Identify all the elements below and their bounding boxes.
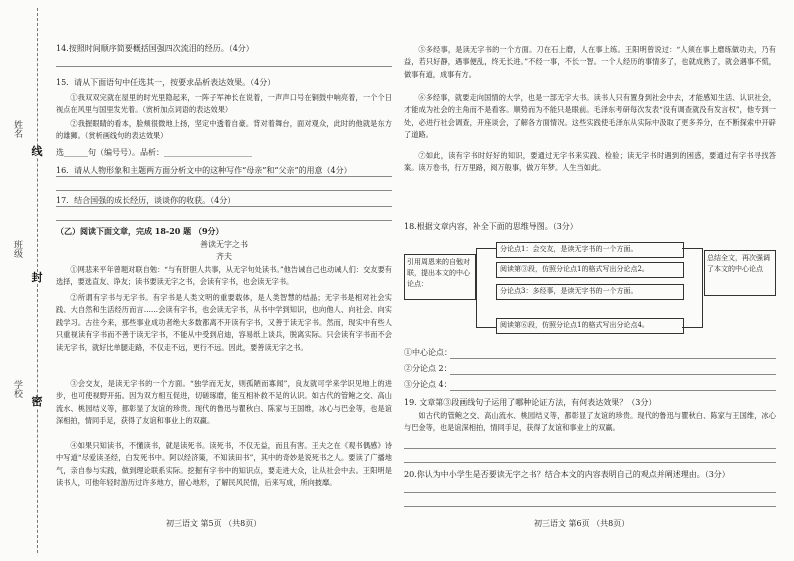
question-14: 14.按照时间顺序简要概括国强四次流泪的经历。（4分） bbox=[56, 44, 254, 53]
answer-central-point: ①中心论点： bbox=[404, 348, 452, 357]
article-paragraph-7: ⑦如此，读有字书时好好的知识，要通过无字书来实践、检验；读无字书时遇到的困惑，要通过有字书寻找答案。读万卷书，行万里路，阅万般事，做万年梦。人生当如此。 bbox=[404, 151, 776, 173]
answer-line bbox=[56, 190, 392, 191]
article-paragraph-3: ③会交友，是读无字书的一个方面。“独学而无友，则孤陋而寡闻”，良友就可学来学识见地上的进步，也可使视野开拓。因为双方相互促进，切磋琢磨，能互相补救不足的认识。如古代的管鲍之交、高山流水、桃园结义等，都彰显了友谊的珍贵。现代的鲁迅与瞿秋白、陈家与王国维，冰心与巴金等，也是谊深相拍，情同手足，获得了友谊和事业上的双赢。 bbox=[56, 379, 392, 426]
mindmap-central-box: 引用周恩来的自勉对联，提出本文的中心论点： bbox=[404, 254, 476, 300]
binding-mark: 密 bbox=[31, 395, 43, 408]
article-paragraph-5: ⑤多经事，是读无字书的一个方面。刀在石上磨，人在事上练。王阳明曾说过：“人须在事上磨练做功夫，乃有益，若只好静，遇事便乱，终无长进。”不经一事，不长一智。一个人经历的事情多了，也就成熟了，就会遇事不慌，做事有道，成事有方。 bbox=[404, 45, 776, 79]
question-15-option-2: ②我握眼睛的看本，脸颊很微地上扬，坚定中透着自豪。背对着舞台，面对观众，此时的他就是东方的雄狮。（赏析画线句的表达效果） bbox=[56, 119, 392, 141]
question-17: 17．结合国强的成长经历，谈谈你的收获。（4分） bbox=[56, 196, 236, 205]
question-20: 20.你认为中小学生是否要读无字之书？结合本文的内容表明自己的观点并阐述理由。（3分） bbox=[404, 470, 730, 479]
binding-mark: 封 bbox=[31, 271, 43, 284]
article-title: 善读无字之书 bbox=[200, 240, 248, 249]
article-paragraph-6: ⑥多经事，就要走向国情的大学，也是一部无字大书。读书人只有置身到社会中去，才能感知生活、认识社会，才能成为社会的主角而不是看客。顺势而为不能只是眼前。毛泽东考研每次发表“没有调查就没有发言权”，他专到一处，必进行社会调查，开座谈会，了解各方面情况。这些实践使毛泽东从实际中汲取了更多养分，在不断探索中开辟了道路。 bbox=[404, 93, 776, 140]
right-page bbox=[404, 0, 779, 561]
mindmap-right-bracket bbox=[682, 248, 703, 328]
mindmap-conclusion-box: 总结全文，再次强调了本文的中心论点 bbox=[704, 250, 776, 296]
answer-line bbox=[404, 462, 776, 463]
question-18: 18.根据文章内容，补全下面的思维导图。（3分） bbox=[404, 222, 578, 231]
answer-line bbox=[56, 206, 392, 207]
answer-point-2: ②分论点 2： bbox=[404, 364, 452, 373]
mindmap-left-bracket bbox=[476, 248, 497, 328]
question-16: 16．请从人物形象和主题两方面分析文中的这种写作“母亲”和“父亲”的用意（4分） bbox=[56, 166, 352, 175]
mindmap-point-4: 阅读第⑥段，仿照分论点1的格式写出分论点4。 bbox=[496, 318, 684, 334]
question-15: 15．请从下面语句中任选其一，按要求品析表达效果。（4分） bbox=[56, 78, 276, 87]
school-label: 学校 bbox=[12, 380, 22, 398]
answer-line bbox=[56, 176, 392, 177]
page-footer-left: 初三语文 第5页 （共8页） bbox=[166, 519, 262, 528]
page-footer-right: 初三语文 第6页 （共8页） bbox=[534, 519, 630, 528]
mindmap-point-2: 阅读第③段，仿照分论点1的格式写出分论点2。 bbox=[496, 262, 684, 278]
answer-line bbox=[56, 66, 392, 67]
left-page bbox=[56, 0, 394, 561]
article-paragraph-2: ②所谓有字书与无字书。有字书是人类文明的重要载体，是人类智慧的结晶；无字书是相对社会实践、大自然和生活经历而言……会读有字书，也会读无字书，从书中学到知识，也向他人、向社会、向实践学习。古往今来，那些事业成功者绝大多数都离不开读有字书，又善于读无字书。然而，现实中有些人只重视读有字书而不善于读无字书，不能从中受到启迪，容易纸上谈兵，脱离实际。只会读有字书而不会读无字书，就好比单腿走路，不仅走不远，更行不远。因此，要善读无字之书。 bbox=[56, 293, 392, 352]
binding-margin bbox=[0, 0, 44, 561]
article-author: 齐夫 bbox=[216, 252, 232, 261]
answer-line bbox=[404, 448, 776, 449]
answer-line bbox=[450, 390, 776, 391]
section-b-heading: （乙）阅读下面文章，完成 18-20 题 （9分） bbox=[56, 226, 224, 236]
mindmap-point-3: 分论点3：多经事，是读无字书的一个方面。 bbox=[496, 284, 684, 300]
answer-line bbox=[450, 358, 776, 359]
answer-line bbox=[404, 506, 776, 507]
article-paragraph-1: ①网悲来平年曾题对联自勉：“与有肝胆人共事，从无字句处读书。”他告诫自己也动诫人们：交友要有选择，要选直友、诤友；读书要读无字之书，会读有字书，也会读无字书。 bbox=[56, 265, 392, 287]
question-15-choice: 选______句（编号号）。品析：______________________ bbox=[56, 148, 252, 157]
article-paragraph-4: ④如果只知读书，不懂读书，就是读死书。读死书，不仅无益，而且有害。王夫之在《观书偶感》诗中写道“尽爱读圣经，白发死书中。阿以经济策，不知读田书”，其中的奇妙是说死书之人。要读了广播地气，亲自参与实践，做到理论联系实际。挖掘有字书中的知识点，要走进大众，让从社会中去。王阳明是读书人，可他年轻时游历过许多地方，留心地形，了解民风民情，后来写成，所向披靡。 bbox=[56, 441, 392, 488]
question-19: 19. 文章第③段画线句子运用了哪种论证方法，有何表达效果？（3分） bbox=[404, 398, 657, 407]
mindmap-point-1: 分论点1：会交友，是读无字书的一个方面。 bbox=[496, 242, 684, 258]
answer-point-4: ③分论点 4： bbox=[404, 380, 452, 389]
question-15-option-1: ①我双双完就在屋里的时光里隐起来，一阵子军神长在说着，一声声口号在铜鼓中响亮着，一个个日视点在风里与国里发光着。（赏析加点词语的表达效果） bbox=[56, 93, 392, 115]
answer-line bbox=[56, 220, 392, 221]
class-label: 班级 bbox=[12, 240, 22, 258]
question-19-quote: 如古代的管鲍之交、高山流水、桃园结义等，都彰显了友谊的珍贵。现代的鲁迅与瞿秋白、陈家与王国维，冰心与巴金等，也是谊深相拍，情同手足，获得了友谊和事业上的双赢。 bbox=[404, 411, 776, 433]
answer-line bbox=[450, 374, 776, 375]
binding-mark: 线 bbox=[31, 145, 43, 158]
name-label: 姓名 bbox=[12, 120, 22, 138]
answer-line bbox=[404, 492, 776, 493]
